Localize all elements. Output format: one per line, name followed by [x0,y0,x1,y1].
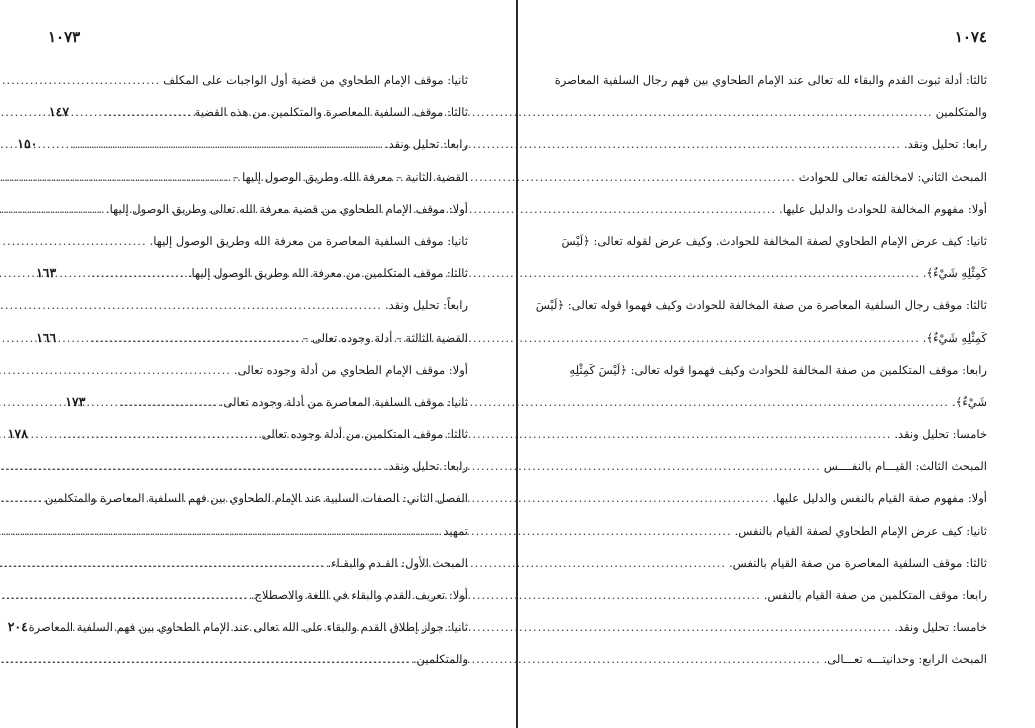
dot-leader [0,289,385,321]
toc-entry-title: أولا: تعريف القدم والبقاء في اللغة والاصطلاح. [250,588,468,602]
toc-entry-title: كَمِثْلِهِ شَيْءٌ﴾. [922,266,987,281]
toc-entry-title: والمتكلمين [935,105,987,120]
toc-entry [573,547,987,579]
toc-entry-page: ١٦٦ [36,329,57,345]
dot-leader [0,450,824,482]
toc-entry-title: ثانيا: موقف السلفية المعاصرة من معرفة الله وطريق الوصول إليها. [149,233,468,248]
toc-entry-title: رابعا: تحليل ونقد. [384,459,468,474]
toc-entry-page: ١٤٧ [48,104,70,120]
toc-entry-title: أولا: مفهوم المخالفة للحوادث والدليل عليها. [779,201,987,216]
toc-entry-page: ١٦٣ [36,265,57,281]
toc-entry-title: ثانيا: كيف عرض الإمام الطحاوي لصفة المخالفة للحوادث. وكيف عرض لقوله تعالى: ﴿لَيْسَ [561,233,987,248]
toc-entry [573,482,987,514]
toc-entry [554,64,987,96]
toc-entry-title: أولا: موقف الإمام الطحاوي من أدلة وجوده تعالى. [233,362,468,377]
dot-leader [0,547,729,579]
toc-entry-title: خامسا: تحليل ونقد. [894,620,987,635]
toc-entry-title: ثالثا: موقف السلفية المعاصرة والمتكلمين من هذه القضية [194,105,468,120]
dot-leader [117,386,952,418]
toc-entry-title: رابعا: تحليل ونقد. [384,137,468,152]
toc-entry [573,515,987,547]
page-number: ١٠٧٤ [954,28,987,46]
dot-leader [0,515,735,547]
toc-entry-page: ٢٠٤ [7,619,28,635]
dot-leader [0,354,234,386]
toc-entry [573,643,987,675]
toc-entry-title: الفصل الثاني: الصفات السلبية عند الإمام الطحاوي بين فهم السلفية المعاصرة والمتكلمين [45,491,468,506]
toc-entry [561,225,987,257]
toc-entry [48,289,468,321]
dot-leader [0,579,764,611]
toc-entry [48,354,468,386]
toc-entry-title: المبحث الثالث: القيـــام بالنفــــس [823,459,987,474]
toc-entry [17,128,987,160]
toc-entry-title: رابعاً: تحليل ونقد. [384,298,468,313]
toc-entry-title: رابعا: موقف المتكلمين من صفة المخالفة للحوادث وكيف فهموا قوله تعالى: ﴿لَيْسَ كَمِثْلِهِ [569,362,987,377]
toc-entry-title: كَمِثْلِهِ شَيْءٌ﴾. [922,330,987,345]
toc-entry [535,289,987,321]
toc-entry [573,161,987,193]
toc-entry-title: ثالثا: موقف رجال السلفية المعاصرة من صفة المخالفة للحوادث وكيف فهموا قوله تعالى: ﴿لَيْسَ [535,298,987,313]
toc-entry-title: والمتكلمين. [412,652,468,667]
toc-entry-title: أولا: موقف الإمام الطحاوي من قضية معرفة الله تعالى وطريق الوصول إليها. [106,201,468,216]
toc-entry-title: شَيْءٌ﴾. [951,394,987,409]
toc-entry-title: القضية الثالثة – أدلة وجوده تعالى – [302,330,468,345]
dot-leader [88,257,923,289]
dot-leader [60,611,895,643]
toc-entry [48,225,468,257]
toc-entry-title: أولا: مفهوم صفة القيام بالنفس والدليل عليها. [772,491,987,506]
dot-leader [0,482,772,514]
toc-entry-title: المبحث الثاني: لامخالفته تعالى للحوادث [798,169,987,184]
dot-leader [69,128,904,160]
toc-entry-title: ثالثا: أدلة ثبوت القدم والبقاء لله تعالى عند الإمام الطحاوي بين فهم رجال السلفية المعاصرة [554,73,987,87]
toc-entry-title: ثانيا: كيف عرض الإمام الطحاوي لصفة القيام بالنفس. [734,523,987,538]
toc-entry-title: ثالثا: موقف السلفية المعاصرة من صفة القيام بالنفس. [729,555,987,570]
toc-entry [573,450,987,482]
toc-entry-title: ثالثا: موقف المتكلمين من أدلة وجوده تعالى [261,427,468,442]
toc-entry-title: خامسا: تحليل ونقد. [894,427,987,442]
dot-leader [88,322,923,354]
toc-entry-page: ١٧٣ [65,393,86,409]
dot-leader [0,643,824,675]
dot-leader [0,161,799,193]
toc-entry [573,579,987,611]
toc-entry-page: ١٥٠ [17,136,38,152]
dot-leader [101,96,936,128]
toc-entry-title: القضية الثانية – معرفة الله وطريق الوصول إليها – [232,169,468,184]
page-number: ١٠٧٣ [48,28,81,46]
dot-leader [0,225,150,257]
toc-entry-title: ثالثا: موقف المتكلمين من معرفة الله وطريق الوصول إليها. [187,266,468,281]
toc-entry [48,64,468,96]
toc-entry-title: ثانيا: جواز إطلاق القدم والبقاء على الله تعالى عند الإمام الطحاوي بين فهم السلفية المعاصرة [28,620,468,635]
toc-entry-title: المبحث الأول: القـدم والبقـاء. [327,555,468,570]
toc-entry-title: تمهيد [443,523,468,538]
toc-entry-title: ثانيا: موقف السلفية المعاصرة من أدلة وجوده تعالى. [219,394,468,409]
toc-entry [569,354,987,386]
toc-entry-title: رابعا: موقف المتكلمين من صفة القيام بالنفس. [763,588,987,602]
toc-entry [573,193,987,225]
dot-leader [0,193,779,225]
toc-entry-title: ثانيا: موقف الإمام الطحاوي من قضية أول الواجبات على المكلف [163,73,468,87]
dot-leader [0,64,163,96]
toc-entry-title: المبحث الرابع: وحدانيتـــه تعـــالى. [823,652,987,667]
toc-entry-title: رابعا: تحليل ونقد. [903,137,987,152]
dot-leader [60,418,895,450]
toc-entry-page: ١٧٨ [7,426,28,442]
